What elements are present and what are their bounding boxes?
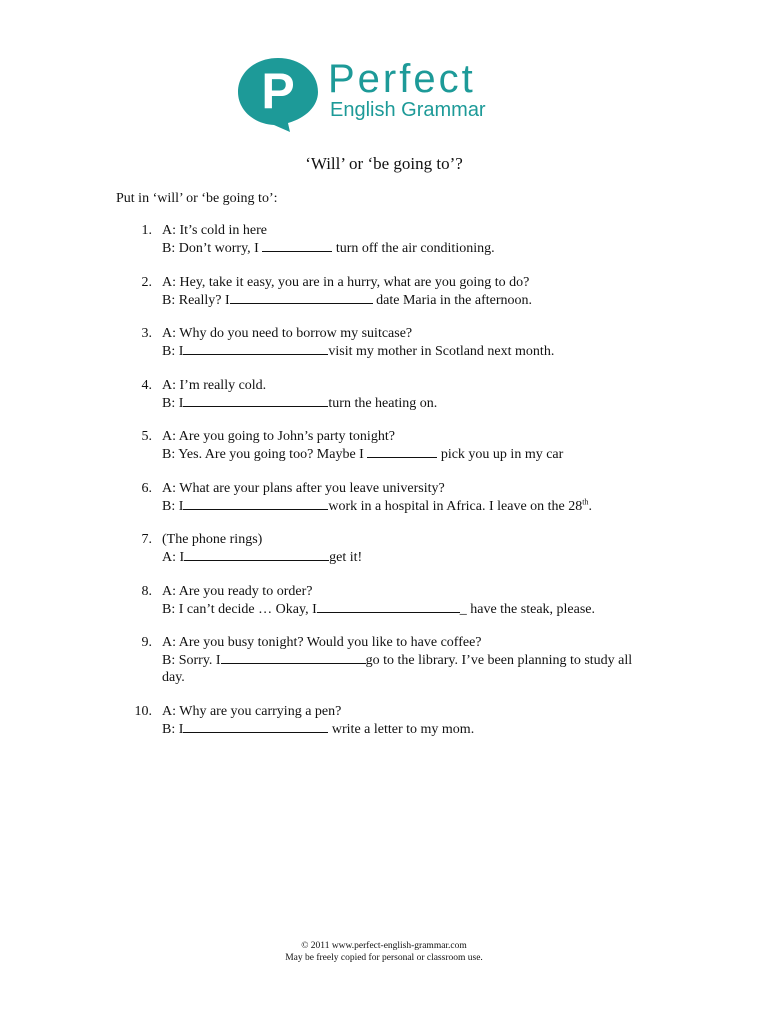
exercise-item — [0, 222, 768, 257]
exercise-number: 8. — [141, 583, 152, 599]
line-b-suffix: write a letter to my mom. — [328, 721, 475, 737]
dialogue-line-b — [162, 239, 657, 257]
line-b-suffix: work in a hospital in Africa. I leave on the 28 — [328, 498, 583, 514]
answer-blank[interactable] — [183, 394, 328, 407]
exercise-item — [0, 325, 768, 360]
dialogue-line-a: A: Are you busy tonight? Would you like to have coffee? — [162, 635, 482, 650]
exercise-number: 2. — [141, 274, 152, 290]
line-b-suffix: turn off the air conditioning. — [332, 241, 495, 256]
dialogue-line-a: A: Why are you carrying a pen? — [162, 703, 342, 719]
line-b-suffix: turn the heating on. — [328, 395, 438, 411]
line-b-prefix: B: Yes. Are you going too? Maybe I — [162, 447, 368, 462]
line-b-suffix: visit my mother in Scotland next month. — [328, 344, 555, 359]
exercise-number: 10. — [134, 703, 152, 719]
line-b-suffix: date Maria in the afternoon. — [372, 292, 533, 308]
exercise-number: 3. — [141, 326, 152, 341]
exercise-item — [0, 634, 768, 686]
dialogue-line-b — [162, 445, 657, 463]
exercise-dialogue — [162, 222, 657, 257]
logo-word-english-grammar: English Grammar — [330, 99, 486, 121]
exercise-item — [0, 480, 768, 515]
answer-blank[interactable] — [221, 651, 366, 664]
dialogue-line-b — [162, 291, 657, 309]
copyright-line: © 2011 www.perfect-english-grammar.com — [301, 941, 467, 951]
logo-letter: P — [261, 63, 295, 119]
exercise-dialogue — [162, 428, 657, 463]
exercise-dialogue — [162, 634, 657, 686]
exercise-dialogue — [162, 377, 657, 412]
dialogue-line-a: A: Why do you need to borrow my suitcase? — [162, 326, 413, 341]
exercise-dialogue — [162, 583, 657, 618]
exercise-item — [0, 531, 768, 566]
dialogue-line-a: A: I’m really cold. — [162, 377, 267, 393]
dialogue-line-b — [162, 548, 657, 566]
exercise-item — [0, 583, 768, 618]
logo-word-perfect: Perfect — [328, 57, 476, 101]
exercise-number: 6. — [141, 480, 152, 496]
line-b-prefix: B: Don’t worry, I — [162, 241, 263, 256]
dialogue-line-a: (The phone rings) — [162, 532, 263, 547]
exercise-number: 7. — [141, 532, 152, 547]
exercise-dialogue — [162, 703, 657, 738]
line-b-prefix: B: Sorry. I — [162, 653, 221, 668]
answer-blank[interactable] — [230, 291, 373, 304]
answer-blank[interactable] — [262, 239, 332, 252]
exercise-list — [0, 222, 768, 754]
line-b-prefix: A: I — [162, 550, 185, 565]
dialogue-line-a: A: Hey, take it easy, you are in a hurry, what are you going to do? — [162, 274, 530, 290]
dialogue-line-a: A: Are you ready to order? — [162, 583, 313, 599]
line-b-suffix: pick you up in my car — [437, 447, 564, 462]
footer — [0, 940, 768, 964]
dialogue-line-b — [162, 720, 657, 738]
answer-blank[interactable] — [367, 445, 437, 458]
line-b-prefix: B: Really? I — [162, 292, 230, 308]
exercise-number: 1. — [141, 223, 152, 238]
exercise-number: 9. — [141, 635, 152, 650]
line-b-suffix: get it! — [329, 550, 363, 565]
exercise-dialogue — [162, 531, 657, 566]
speech-bubble-logo-icon — [236, 56, 320, 132]
dialogue-line-a: A: What are your plans after you leave university? — [162, 480, 445, 496]
exercise-number: 4. — [141, 377, 152, 393]
exercise-dialogue — [162, 325, 657, 360]
dialogue-line-b — [162, 497, 657, 515]
answer-blank[interactable] — [317, 600, 460, 613]
dialogue-line-b — [162, 600, 657, 618]
line-b-prefix: B: I — [162, 395, 184, 411]
answer-blank[interactable] — [183, 720, 328, 733]
line-b-prefix: B: I — [162, 498, 184, 514]
answer-blank[interactable] — [184, 548, 329, 561]
exercise-item — [0, 428, 768, 463]
dialogue-line-a: A: It’s cold in here — [162, 223, 267, 238]
line-b-prefix: B: I — [162, 721, 184, 737]
dialogue-line-b — [162, 651, 657, 686]
line-b-suffix: _ have the steak, please. — [459, 601, 596, 617]
usage-note: May be freely copied for personal or classroom use. — [285, 953, 483, 963]
line-b-suffix: go to the library. I’ve been planning to study all day. — [162, 653, 636, 685]
logo — [236, 56, 526, 132]
worksheet-title: ‘Will’ or ‘be going to’? — [305, 154, 463, 173]
instruction-text: Put in ‘will’ or ‘be going to’: — [116, 191, 278, 206]
dialogue-line-a: A: Are you going to John’s party tonight? — [162, 429, 395, 444]
exercise-number: 5. — [141, 429, 152, 444]
answer-blank[interactable] — [183, 497, 328, 510]
exercise-item — [0, 377, 768, 412]
dialogue-line-b — [162, 394, 657, 412]
exercise-item — [0, 274, 768, 309]
exercise-item — [0, 703, 768, 738]
ordinal-suffix: th — [582, 496, 589, 506]
line-b-end: . — [588, 498, 592, 514]
answer-blank[interactable] — [183, 342, 328, 355]
line-b-prefix: B: I can’t decide … Okay, I — [162, 601, 317, 617]
dialogue-line-b — [162, 342, 657, 360]
exercise-dialogue — [162, 480, 657, 515]
line-b-prefix: B: I — [162, 344, 184, 359]
exercise-dialogue — [162, 274, 657, 309]
